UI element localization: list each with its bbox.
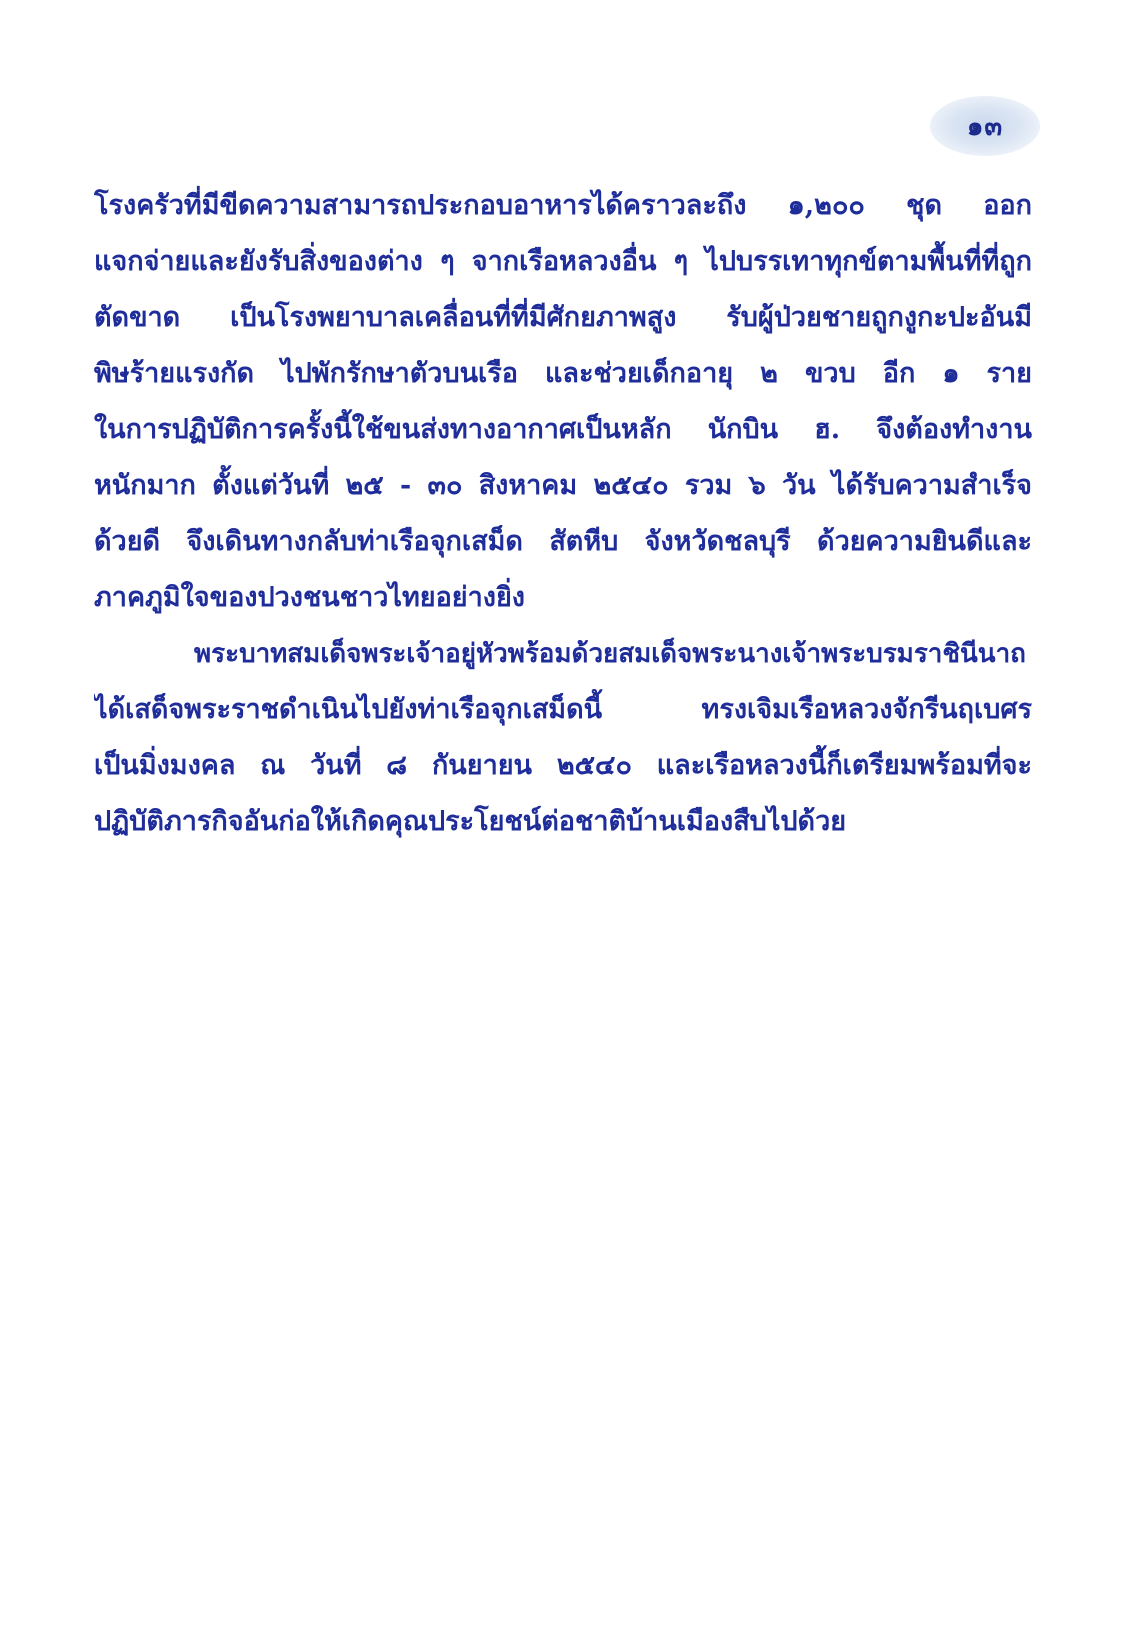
- page-number: ๑๓: [966, 111, 1004, 142]
- text-line: ภาคภูมิใจของปวงชนชาวไทยอย่างยิ่ง: [94, 582, 525, 613]
- text-line: ในการปฏิบัติการครั้งนี้ใช้ขนส่งทางอากาศเป็นหลัก นักบิน ฮ. จึงต้องทำงาน: [94, 414, 1032, 445]
- text-line: หนักมาก ตั้งแต่วันที่ ๒๕ - ๓๐ สิงหาคม ๒๕๔๐ รวม ๖ วัน ได้รับความสำเร็จ: [94, 470, 1032, 501]
- text-line: โรงครัวที่มีขีดความสามารถประกอบอาหารได้คราวละถึง ๑,๒๐๐ ชุด ออก: [94, 190, 1032, 221]
- paragraph-2: [94, 626, 1032, 850]
- page-number-badge: [930, 96, 1040, 156]
- text-line: พิษร้ายแรงกัด ไปพักรักษาตัวบนเรือ และช่วยเด็กอายุ ๒ ขวบ อีก ๑ ราย: [94, 358, 1032, 389]
- body-text: [94, 178, 1032, 850]
- text-line: เป็นมิ่งมงคล ณ วันที่ ๘ กันยายน ๒๕๔๐ และเรือหลวงนี้ก็เตรียมพร้อมที่จะ: [94, 750, 1032, 781]
- paragraph-1: [94, 178, 1032, 626]
- text-line: พระบาทสมเด็จพระเจ้าอยู่หัวพร้อมด้วยสมเด็จพระนางเจ้าพระบรมราชินีนาถ: [194, 639, 1026, 669]
- text-line: ได้เสด็จพระราชดำเนินไปยังท่าเรือจุกเสม็ดนี้ ทรงเจิมเรือหลวงจักรีนฤเบศร: [94, 694, 1032, 725]
- text-line: แจกจ่ายและยังรับสิ่งของต่าง ๆ จากเรือหลวงอื่น ๆ ไปบรรเทาทุกข์ตามพื้นที่ที่ถูก: [94, 246, 1032, 277]
- text-line: ตัดขาด เป็นโรงพยาบาลเคลื่อนที่ที่มีศักยภาพสูง รับผู้ป่วยชายถูกงูกะปะอันมี: [94, 302, 1032, 333]
- text-line: ด้วยดี จึงเดินทางกลับท่าเรือจุกเสม็ด สัตหีบ จังหวัดชลบุรี ด้วยความยินดีและ: [94, 526, 1032, 557]
- text-line: ปฏิบัติภารกิจอันก่อให้เกิดคุณประโยชน์ต่อชาติบ้านเมืองสืบไปด้วย: [94, 806, 847, 837]
